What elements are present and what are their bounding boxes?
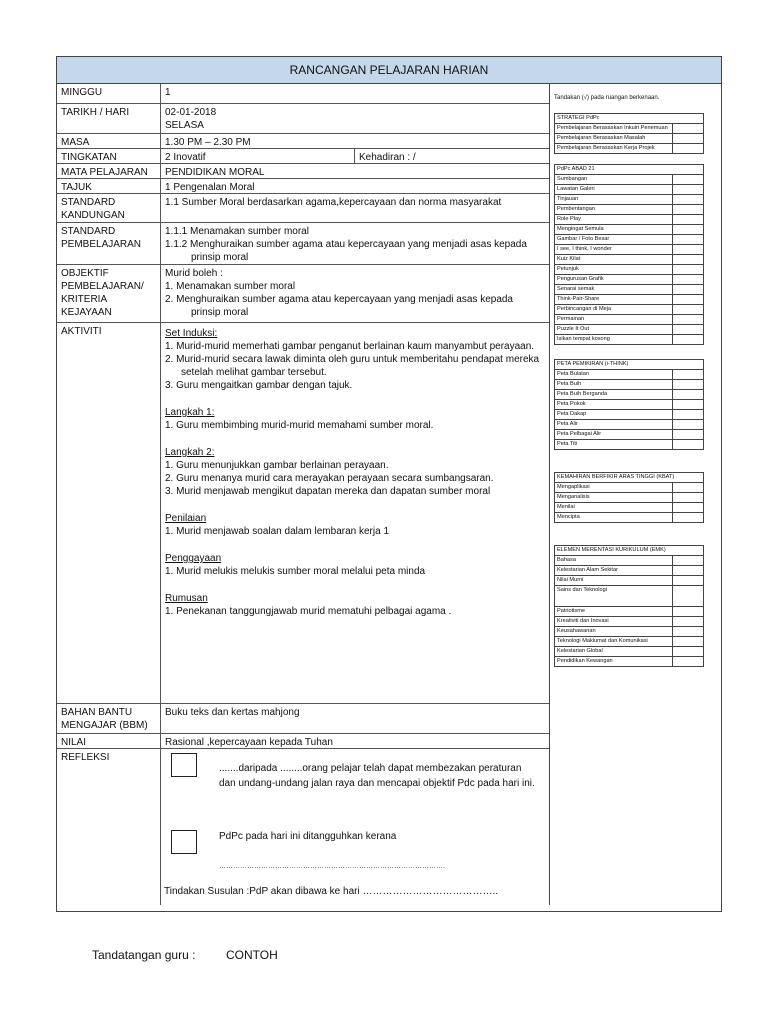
row-refleksi: [57, 749, 549, 905]
row-label: TARIKH / HARI: [57, 104, 161, 133]
table-cell: Peta Bulatan: [555, 370, 673, 380]
obj-line: Murid boleh :: [165, 268, 223, 279]
tick-cell[interactable]: [673, 556, 704, 566]
checkbox-postponed[interactable]: [171, 830, 197, 854]
tick-cell[interactable]: [673, 185, 704, 195]
tick-cell[interactable]: [673, 265, 704, 275]
row-value: [161, 104, 549, 133]
tick-cell[interactable]: [673, 513, 704, 523]
tick-cell[interactable]: [673, 215, 704, 225]
tick-cell[interactable]: [673, 586, 704, 607]
tick-cell[interactable]: [673, 235, 704, 245]
tick-cell[interactable]: [673, 275, 704, 285]
lesson-table: [57, 84, 550, 905]
table-cell: I see, I think, I wonder: [555, 245, 673, 255]
table-cell: Pembelajaran Berasaskan Inkuiri Penemuan: [555, 124, 673, 134]
attendance-value: Kehadiran : /: [359, 152, 416, 163]
sp-line: 1.1.1 Menamakan sumber moral: [165, 226, 309, 237]
tick-cell[interactable]: [673, 195, 704, 205]
checkbox-achieved[interactable]: [171, 753, 197, 777]
activity-item: 3. Guru mengaitkan gambar dengan tajuk.: [165, 380, 353, 391]
row-standard-kandungan: [57, 194, 549, 223]
obj-line: 2. Menghuraikan sumber agama atau kepercayaan yang menjadi asas kepada: [165, 294, 513, 305]
activity-item: 1. Murid melukis melukis sumber moral melalui peta minda: [165, 566, 426, 577]
row-label: MINGGU: [57, 84, 161, 103]
activity-item: 1. Guru menunjukkan gambar berlainan perayaan.: [165, 460, 389, 471]
tick-cell[interactable]: [673, 607, 704, 617]
table-cell: Pengurusan Grafik: [555, 275, 673, 285]
tick-cell[interactable]: [673, 440, 704, 450]
tick-cell[interactable]: [673, 637, 704, 647]
tick-cell[interactable]: [673, 225, 704, 235]
row-tajuk: [57, 179, 549, 194]
tick-cell[interactable]: [673, 175, 704, 185]
row-value: 1.1 Sumber Moral berdasarkan agama,kepercayaan dan norma masyarakat: [165, 197, 502, 208]
side-note: Tandakan (√) pada ruangan berkenaan.: [554, 95, 660, 101]
tick-cell[interactable]: [673, 627, 704, 637]
section-heading: Penggayaan: [165, 553, 222, 564]
activity-content: [161, 323, 549, 703]
tick-cell[interactable]: [673, 315, 704, 325]
row-label: AKTIVITI: [57, 323, 161, 703]
row-minggu: [57, 84, 549, 104]
emk-table: [554, 545, 704, 667]
row-label: REFLEKSI: [57, 749, 161, 905]
reflection-text-1: .......daripada ........orang pelajar telah dapat membezakan peraturan dan undang-undang jalan raya dan mencapai objektif Pdc pada hari ini.: [219, 763, 535, 789]
table-cell: Pendidikan Kewangan: [555, 657, 673, 667]
side-checklist: [554, 87, 716, 677]
page-title: RANCANGAN PELAJARAN HARIAN: [57, 57, 721, 84]
obj-line: 1. Menamakan sumber moral: [165, 281, 296, 292]
activity-item: 1. Penekanan tanggungjawab murid mematuhi pelbagai agama .: [165, 606, 452, 617]
tick-cell[interactable]: [673, 430, 704, 440]
tick-cell[interactable]: [673, 255, 704, 265]
table-cell: Sains dan Teknologi: [555, 586, 673, 607]
strategy-table: [554, 113, 704, 154]
tick-cell[interactable]: [673, 134, 704, 144]
table-cell: Mengingat Semula: [555, 225, 673, 235]
activity-item: 1. Murid menjawab soalan dalam lembaran kerja 1: [165, 526, 390, 537]
table-cell: Menilai: [555, 503, 673, 513]
table-cell: Menganalisis: [555, 493, 673, 503]
tick-cell[interactable]: [673, 410, 704, 420]
table-cell: Mengaplikasi: [555, 483, 673, 493]
table-cell: Kelestarian Alam Sekitar: [555, 566, 673, 576]
tick-cell[interactable]: [673, 245, 704, 255]
row-mata-pelajaran: [57, 164, 549, 179]
tick-cell[interactable]: [673, 380, 704, 390]
table-cell: Nilai Murni: [555, 576, 673, 586]
tick-cell[interactable]: [673, 205, 704, 215]
row-value: PENDIDIKAN MORAL: [165, 167, 265, 178]
abad21-table: [554, 164, 704, 345]
tick-cell[interactable]: [673, 335, 704, 345]
follow-up-action: Tindakan Susulan :PdP akan dibawa ke hari …………………………………..: [164, 886, 499, 897]
class-value: 2 Inovatif: [161, 149, 355, 163]
section-heading: Set Induksi:: [165, 328, 218, 339]
lesson-plan-frame: [56, 56, 722, 912]
row-label: STANDARD KANDUNGAN: [57, 194, 161, 222]
table-cell: Tinjauan: [555, 195, 673, 205]
table-cell: Teknologi Maklumat dan Komunikasi: [555, 637, 673, 647]
tick-cell[interactable]: [673, 647, 704, 657]
ithink-table: [554, 359, 704, 450]
table-cell: Sumbangan: [555, 175, 673, 185]
tick-cell[interactable]: [673, 295, 704, 305]
activity-item: 3. Murid menjawab mengikut dapatan mereka dan dapatan sumber moral: [165, 486, 491, 497]
row-label: STANDARD PEMBELAJARAN: [57, 223, 161, 264]
table-cell: Peta Alir: [555, 420, 673, 430]
table-cell: Bahasa: [555, 556, 673, 566]
reflection-dots: …………………………………………………………………………………….: [219, 863, 445, 870]
table-cell: Kelestarian Global: [555, 647, 673, 657]
table-cell: Peta Titi: [555, 440, 673, 450]
table-header: KEMAHIRAN BERFIKIR ARAS TINGGI (KBAT): [555, 473, 704, 483]
row-value: 1 Pengenalan Moral: [165, 182, 255, 193]
tick-cell[interactable]: [673, 657, 704, 667]
tick-cell[interactable]: [673, 390, 704, 400]
table-cell: Pembentangan: [555, 205, 673, 215]
row-value: [161, 149, 549, 163]
row-nilai: [57, 734, 549, 749]
table-cell: Think-Pair-Share: [555, 295, 673, 305]
row-label: TAJUK: [57, 179, 161, 193]
kbat-table: [554, 472, 704, 523]
table-cell: Isikan tempat kosong: [555, 335, 673, 345]
row-value: 1: [165, 87, 171, 98]
row-value: [161, 223, 549, 264]
table-cell: Puzzle It Out: [555, 325, 673, 335]
table-cell: Keusahawanan: [555, 627, 673, 637]
table-cell: Mencipta: [555, 513, 673, 523]
table-cell: Kuiz Kilat: [555, 255, 673, 265]
tick-cell[interactable]: [673, 400, 704, 410]
table-header: ELEMEN MERENTASI KURIKULUM (EMK): [555, 546, 704, 556]
day-value: SELASA: [165, 120, 204, 131]
row-label: NILAI: [57, 734, 161, 748]
table-cell: Petunjuk: [555, 265, 673, 275]
table-cell: Peta Buih Berganda: [555, 390, 673, 400]
tick-cell[interactable]: [673, 617, 704, 627]
sp-line: 1.1.2 Menghuraikan sumber agama atau kepercayaan yang menjadi asas kepada: [165, 239, 527, 250]
row-aktiviti: [57, 323, 549, 704]
table-cell: Senarai semak: [555, 285, 673, 295]
table-cell: Peta Dakap: [555, 410, 673, 420]
row-label: MASA: [57, 134, 161, 148]
table-cell: Role Play: [555, 215, 673, 225]
table-cell: Peta Pokok: [555, 400, 673, 410]
section-heading: Rumusan: [165, 593, 208, 604]
row-value: 1.30 PM – 2.30 PM: [165, 137, 251, 148]
sp-line: prinsip moral: [191, 252, 249, 263]
table-cell: Peta Pelbagai Alir: [555, 430, 673, 440]
row-standard-pembelajaran: [57, 223, 549, 265]
tick-cell[interactable]: [673, 305, 704, 315]
row-label: OBJEKTIF PEMBELAJARAN/ KRITERIA KEJAYAAN: [57, 265, 161, 322]
activity-item: 2. Murid-murid secara lawak diminta oleh guru untuk memberitahu pendapat mereka setelah melihat gambar tersebut.: [165, 354, 540, 378]
tick-cell[interactable]: [673, 325, 704, 335]
table-cell: Gambar / Foto Besar: [555, 235, 673, 245]
section-heading: Langkah 1:: [165, 407, 215, 418]
row-objektif: [57, 265, 549, 323]
row-masa: [57, 134, 549, 149]
tick-cell[interactable]: [673, 566, 704, 576]
table-cell: Perbincangan di Meja: [555, 305, 673, 315]
tick-cell[interactable]: [673, 503, 704, 513]
row-value: Buku teks dan kertas mahjong: [165, 707, 300, 718]
tick-cell[interactable]: [673, 124, 704, 134]
table-cell: Permainan: [555, 315, 673, 325]
signature-label: Tandatangan guru :: [92, 948, 196, 962]
obj-line: prinsip moral: [191, 307, 249, 318]
row-tarikh: [57, 104, 549, 134]
signature-value: CONTOH: [226, 948, 278, 962]
table-cell: Lawatan Galeri: [555, 185, 673, 195]
table-cell: Peta Buih: [555, 380, 673, 390]
table-header: PdPc ABAD 21: [555, 165, 704, 175]
row-value: Rasional ,kepercayaan kepada Tuhan: [165, 737, 333, 748]
activity-item: 1. Murid-murid memerhati gambar penganut berlainan kaum manyambut perayaan.: [165, 341, 535, 352]
row-label: TINGKATAN: [57, 149, 161, 163]
date-value: 02-01-2018: [165, 107, 217, 118]
section-heading: Langkah 2:: [165, 447, 215, 458]
tick-cell[interactable]: [673, 420, 704, 430]
activity-item: 1. Guru membimbing murid-murid memahami sumber moral.: [165, 420, 434, 431]
row-tingkatan: [57, 149, 549, 164]
tick-cell[interactable]: [673, 493, 704, 503]
table-cell: Kreativiti dan Inovasi: [555, 617, 673, 627]
row-bbm: [57, 704, 549, 734]
row-value: [161, 265, 549, 322]
reflection-text-2: PdPc pada hari ini ditangguhkan kerana: [219, 831, 397, 842]
table-header: PETA PEMIKIRAN (i-THINK): [555, 360, 704, 370]
activity-item: 2. Guru menanya murid cara merayakan perayaan secara sumbangsaran.: [165, 473, 494, 484]
tick-cell[interactable]: [673, 144, 704, 154]
tick-cell[interactable]: [673, 370, 704, 380]
tick-cell[interactable]: [673, 576, 704, 586]
table-header: STRATEGI PdPc: [555, 114, 704, 124]
row-label: BAHAN BANTU MENGAJAR (BBM): [57, 704, 161, 733]
tick-cell[interactable]: [673, 483, 704, 493]
table-cell: Pembelajaran Berasaskan Kerja Projek: [555, 144, 673, 154]
tick-cell[interactable]: [673, 285, 704, 295]
table-cell: Pembelajaran Berasaskan Masalah: [555, 134, 673, 144]
row-label: MATA PELAJARAN: [57, 164, 161, 178]
table-cell: Patriotisme: [555, 607, 673, 617]
section-heading: Penilaian: [165, 513, 207, 524]
